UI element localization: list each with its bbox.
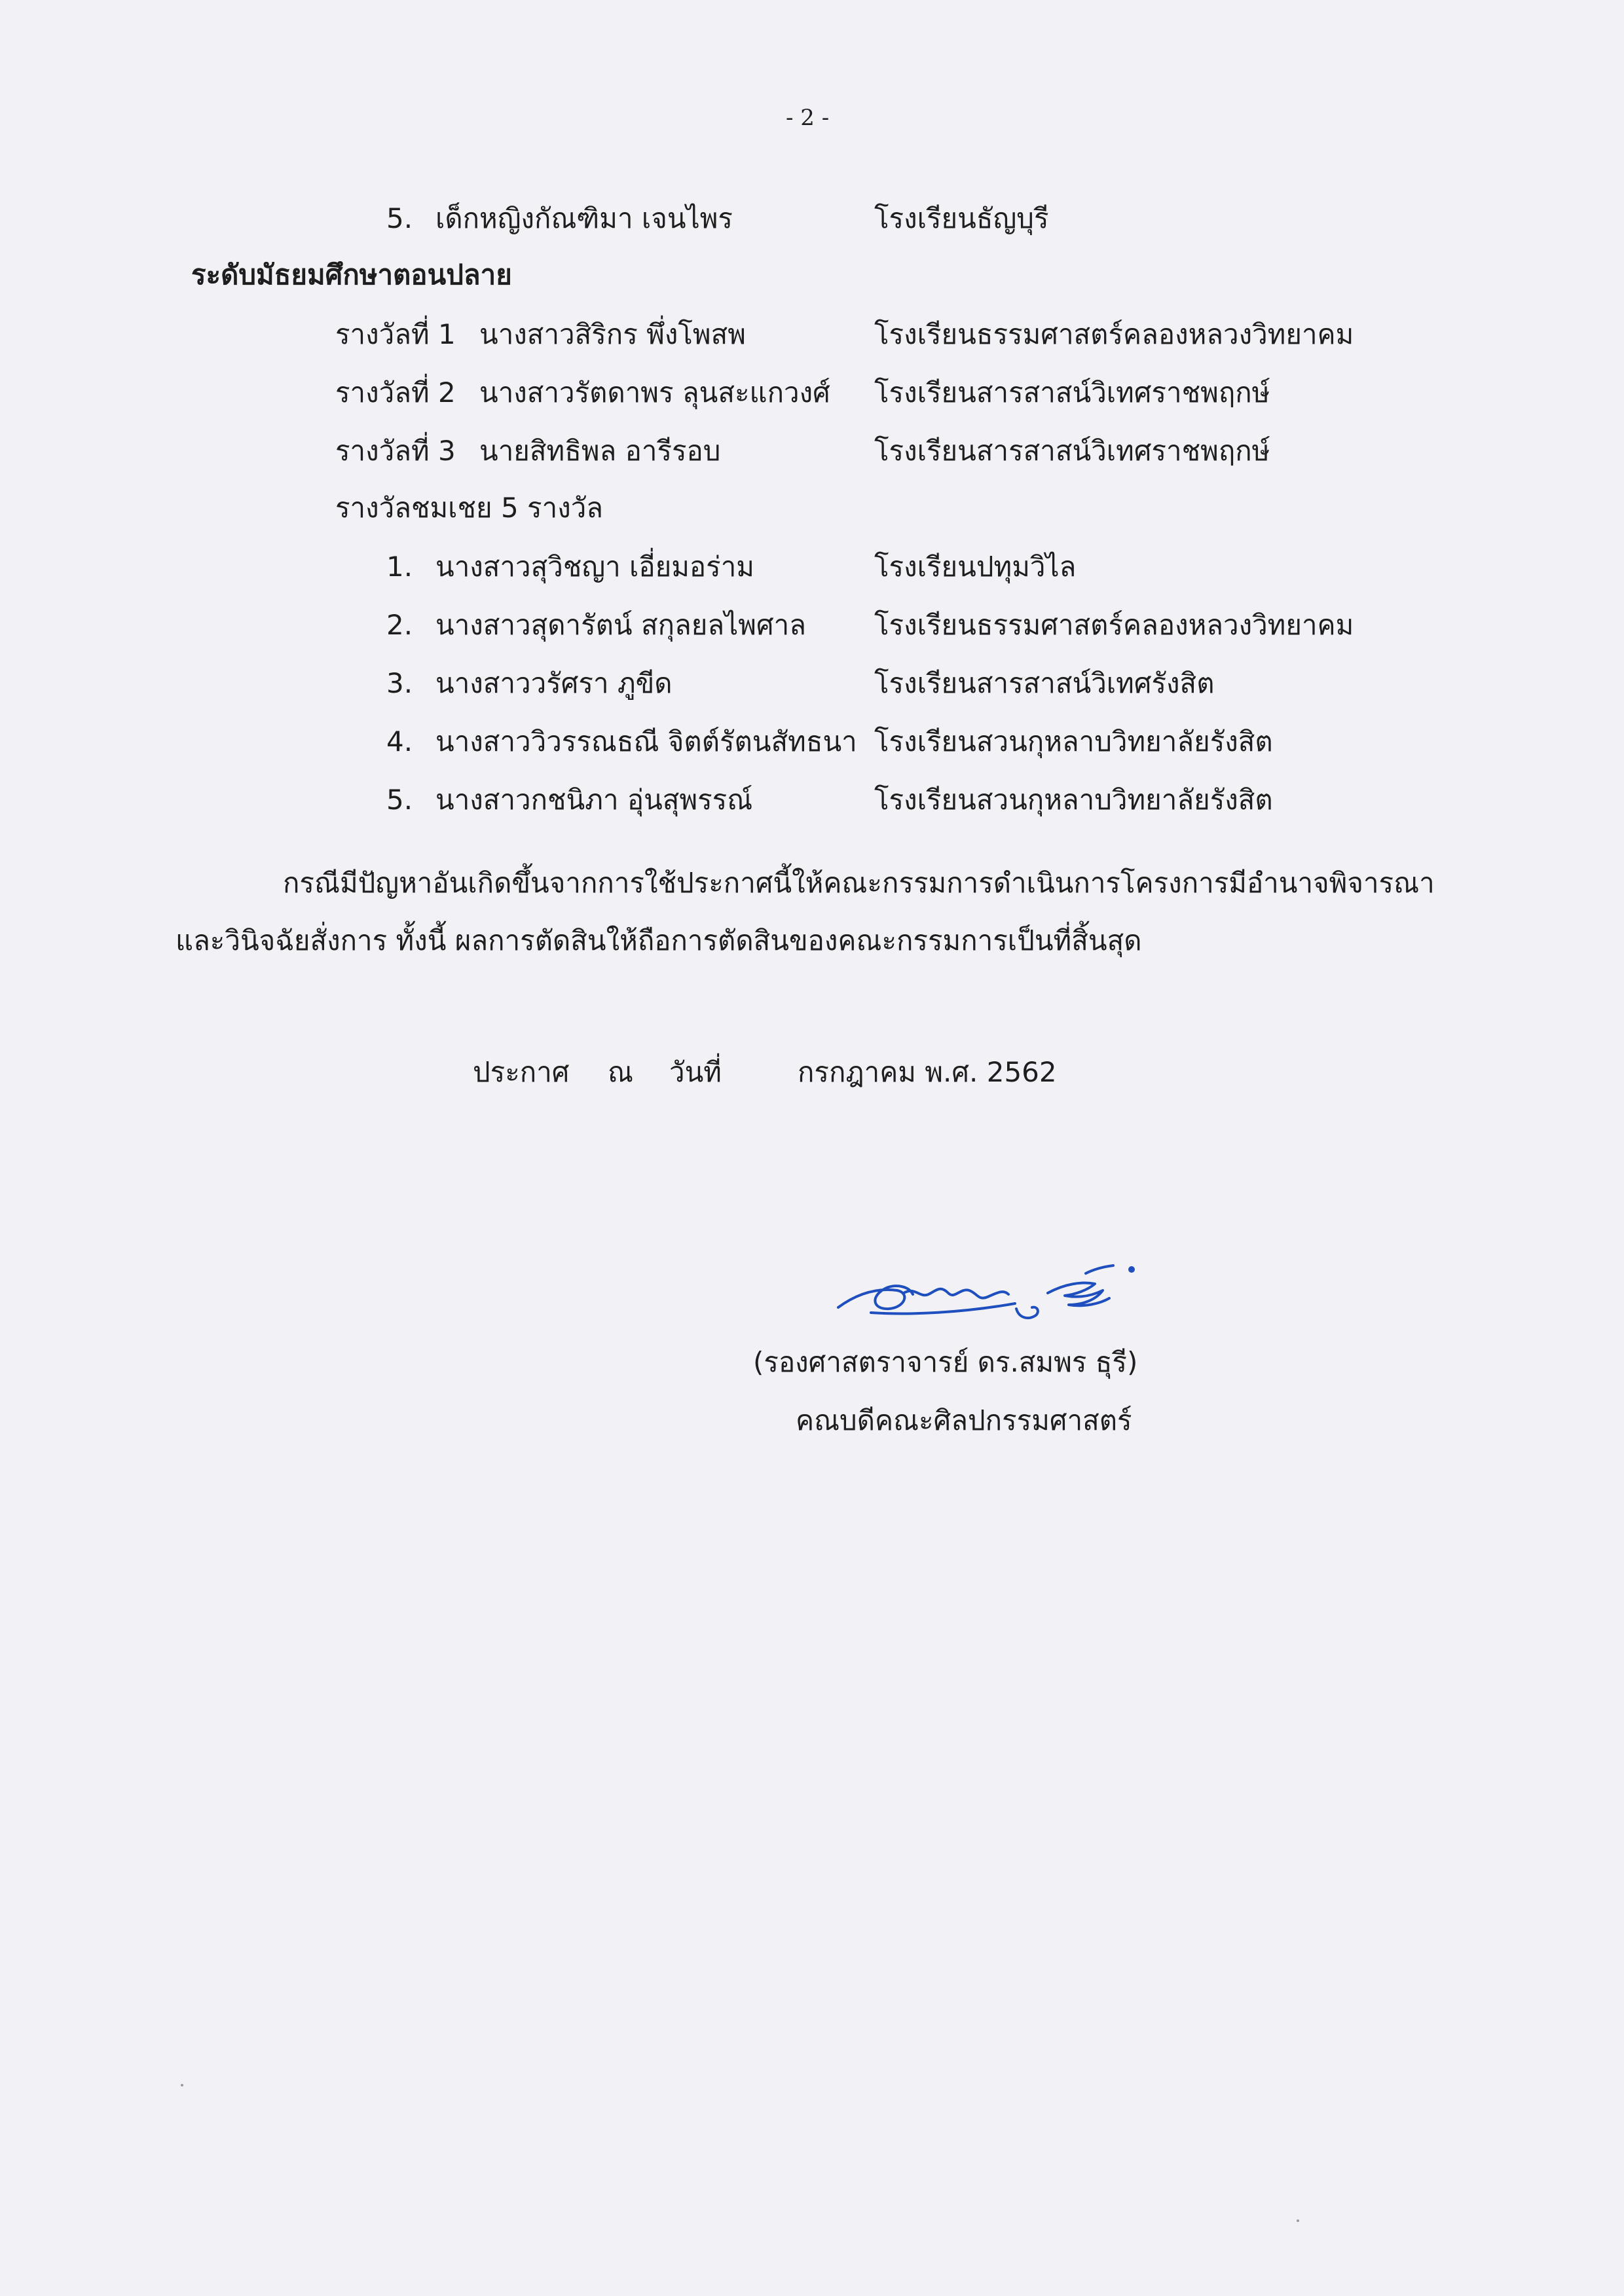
school-name: โรงเรียนธรรมศาสตร์คลองหลวงวิทยาคม xyxy=(874,609,1354,641)
announcement-month-year: กรกฎาคม พ.ศ. 2562 xyxy=(798,1056,1057,1088)
student-name: นางสาววิวรรณธณี จิตต์รัตนสัทธนา xyxy=(435,725,857,757)
page-number: - 2 - xyxy=(786,105,830,131)
list-item-number: 3. xyxy=(386,667,413,699)
student-name: นางสาวสุวิชญา เอี่ยมอร่าม xyxy=(435,551,754,583)
list-item-number: 2. xyxy=(386,609,413,641)
student-name: นางสาวรัตดาพร ลุนสะแกวงศ์ xyxy=(479,376,830,409)
school-name: โรงเรียนสารสาสน์วิเทศราชพฤกษ์ xyxy=(874,435,1270,467)
closing-paragraph-line-1: กรณีมีปัญหาอันเกิดขึ้นจากการใช้ประกาศนี้ให้คณะกรรมการดำเนินการโครงการมีอำนาจพิจารณา xyxy=(283,867,1435,899)
list-item-number: 1. xyxy=(386,551,413,583)
student-name: นางสาววรัศรา ภูขีด xyxy=(435,667,673,699)
announcement-prefix: ประกาศ xyxy=(473,1056,570,1088)
student-name: นางสาวสิริกร พึ่งโพสพ xyxy=(479,318,746,350)
school-name: โรงเรียนสวนกุหลาบวิทยาลัยรังสิต xyxy=(874,725,1273,757)
student-name: เด็กหญิงกัณฑิมา เจนไพร xyxy=(435,202,733,234)
student-name: นางสาวกชนิภา อุ่นสุพรรณ์ xyxy=(435,784,753,816)
award-label: รางวัลที่ 3 xyxy=(335,435,456,467)
scan-speck xyxy=(1297,2219,1299,2222)
scan-speck xyxy=(181,2084,183,2086)
list-item-number: 5. xyxy=(386,202,413,234)
announcement-at: ณ xyxy=(608,1056,633,1088)
signatory-name: (รองศาสตราจารย์ ดร.สมพร ธุรี) xyxy=(753,1346,1138,1378)
honorable-heading: รางวัลชมเชย 5 รางวัล xyxy=(335,492,604,524)
school-name: โรงเรียนธัญบุรี xyxy=(874,202,1049,234)
school-name: โรงเรียนสารสาสน์วิเทศราชพฤกษ์ xyxy=(874,376,1270,409)
award-label: รางวัลที่ 1 xyxy=(335,318,456,350)
student-name: นายสิทธิพล อารีรอบ xyxy=(479,435,721,467)
list-item-number: 5. xyxy=(386,784,413,816)
signatory-position: คณบดีคณะศิลปกรรมศาสตร์ xyxy=(796,1404,1132,1436)
school-name: โรงเรียนปทุมวิไล xyxy=(874,551,1077,583)
handwritten-signature xyxy=(832,1247,1139,1332)
school-name: โรงเรียนธรรมศาสตร์คลองหลวงวิทยาคม xyxy=(874,318,1354,350)
section-heading: ระดับมัธยมศึกษาตอนปลาย xyxy=(191,259,512,291)
student-name: นางสาวสุดารัตน์ สกุลยลไพศาล xyxy=(435,609,806,641)
list-item-number: 4. xyxy=(386,725,413,757)
school-name: โรงเรียนสวนกุหลาบวิทยาลัยรังสิต xyxy=(874,784,1273,816)
school-name: โรงเรียนสารสาสน์วิเทศรังสิต xyxy=(874,667,1215,699)
announcement-date-label: วันที่ xyxy=(669,1056,722,1088)
award-label: รางวัลที่ 2 xyxy=(335,376,456,409)
closing-paragraph-line-2: และวินิจฉัยสั่งการ ทั้งนี้ ผลการตัดสินให้ถือการตัดสินของคณะกรรมการเป็นที่สิ้นสุด xyxy=(175,924,1142,957)
